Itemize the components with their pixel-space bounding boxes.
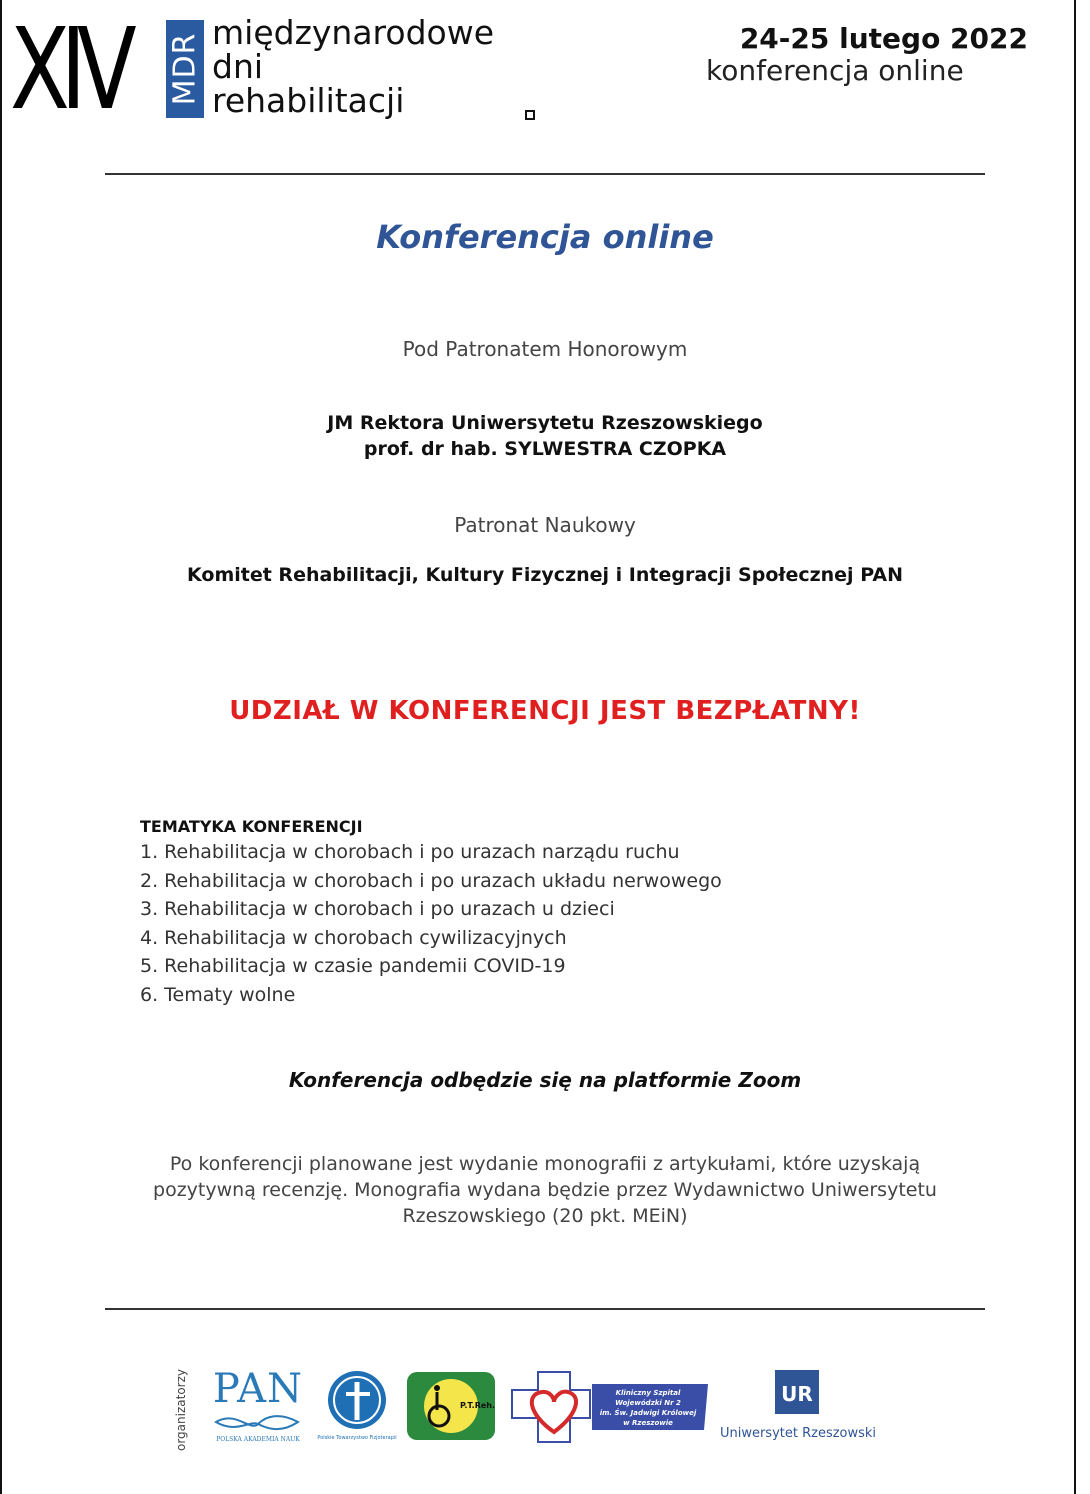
brand-line-3: rehabilitacji <box>212 81 405 120</box>
brand-line-2: dni <box>212 47 264 86</box>
pan-logo <box>206 1366 310 1448</box>
ptreh-logo-name: P.T.Reh. <box>460 1401 496 1410</box>
square-mark-icon <box>525 110 535 120</box>
list-item: 4. Rehabilitacja w chorobach cywilizacyjnych <box>140 926 567 949</box>
organizers-label: organizatorzy <box>174 1368 188 1452</box>
mdr-label: MDR <box>167 32 203 106</box>
footer-divider <box>105 1308 985 1310</box>
pan-logo-text: PAN <box>212 1366 304 1412</box>
conference-date: 24-25 lutego 2022 <box>739 22 1028 55</box>
list-item: 1. Rehabilitacja w chorobach i po urazach narządu ruchu <box>140 841 680 863</box>
hospital-logo <box>508 1368 714 1446</box>
topics-section <box>140 817 722 1009</box>
ur-logo <box>718 1368 878 1444</box>
list-item: 5. Rehabilitacja w czasie pandemii COVID-19 <box>140 955 566 977</box>
ur-mark-icon <box>718 1368 878 1424</box>
list-item: 3. Rehabilitacja w chorobach i po urazach u dzieci <box>140 898 615 920</box>
header-divider <box>105 173 985 175</box>
publication-line-1: Po konferencji planowane jest wydanie monografii z artykułami, które uzyskają <box>169 1153 921 1175</box>
hospital-line-4: w Rzeszowie <box>623 1419 673 1427</box>
wheelchair-sun-icon <box>405 1370 497 1442</box>
scientific-patronage-label: Patronat Naukowy <box>454 513 636 537</box>
list-item: 2. Rehabilitacja w chorobach i po urazach układu nerwowego <box>140 869 722 892</box>
free-participation-notice: UDZIAŁ W KONFERENCJI JEST BEZPŁATNY! <box>229 696 861 726</box>
platform-note: Konferencja odbędzie się na platformie Zoom <box>288 1068 802 1092</box>
mdr-badge <box>166 20 204 118</box>
conference-format: konferencja online <box>706 54 964 87</box>
publication-line-3: Rzeszowskiego (20 pkt. MEiN) <box>402 1205 688 1227</box>
scientific-patron-name: Komitet Rehabilitacji, Kultury Fizycznej i Integracji Społecznej PAN <box>187 564 903 586</box>
honorary-patronage-label: Pod Patronatem Honorowym <box>402 337 688 361</box>
ptf-logo <box>317 1368 397 1448</box>
topics-heading: TEMATYKA KONFERENCJI <box>140 817 363 836</box>
list-item: 6. Tematy wolne <box>140 983 296 1006</box>
hospital-line-2: Wojewódzki Nr 2 <box>615 1399 681 1407</box>
conference-brand <box>212 13 495 120</box>
publication-note <box>0 1151 1090 1229</box>
ur-name: Uniwersytet Rzeszowski <box>719 1426 877 1441</box>
publication-line-2: pozytywną recenzję. Monografia wydana będzie przez Wydawnictwo Uniwersytetu <box>153 1179 937 1201</box>
page-title: Konferencja online <box>376 218 714 256</box>
pan-logo-subtitle: POLSKA AKADEMIA NAUK <box>216 1436 300 1443</box>
edition-roman-numeral: XIV <box>10 5 128 135</box>
topics-list <box>140 838 722 1009</box>
hospital-line-1: Kliniczny Szpital <box>615 1389 681 1397</box>
honorary-patron-line-1: JM Rektora Uniwersytetu Rzeszowskiego <box>327 412 763 434</box>
hospital-line-3: im. Św. Jadwigi Królowej <box>599 1409 697 1417</box>
brand-line-1: międzynarodowe <box>212 13 495 52</box>
ptreh-logo <box>405 1370 497 1442</box>
heart-cross-icon <box>508 1368 714 1446</box>
honorary-patron-line-2: prof. dr hab. SYLWESTRA CZOPKA <box>363 438 727 460</box>
physiotherapy-icon <box>317 1368 397 1448</box>
ptf-logo-name: Polskie Towarzystwo Fizjoterapii <box>317 1435 397 1441</box>
ur-mark-text: UR <box>781 1382 813 1406</box>
